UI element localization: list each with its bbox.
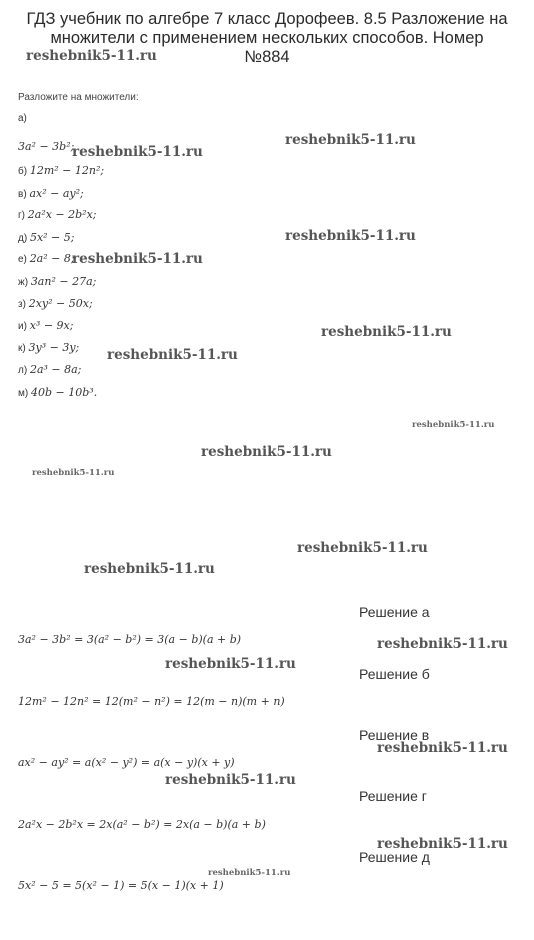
title-line-3: №884 [244,48,290,66]
watermark-text: reshebnik5-11.ru [107,347,238,363]
watermark-text: reshebnik5-11.ru [84,561,215,577]
watermark-text: reshebnik5-11.ru [201,444,332,460]
task-item-l: л) 2a³ − 8a; [18,363,82,376]
task-item-m: м) 40b − 10b³. [18,386,98,399]
task-item-e: е) 2a² − 8; [18,252,75,265]
solution-heading-b: Решение б [359,666,430,682]
watermark-text: reshebnik5-11.ru [32,468,115,478]
task-item-g: г) 2a²x − 2b²x; [18,208,97,221]
solution-expr-a: 3a² − 3b² = 3(a² − b²) = 3(a − b)(a + b) [18,633,242,646]
task-item-d: д) 5x² − 5; [18,231,75,244]
title-line-2: множители с применением нескольких способов. Номер [50,29,484,47]
watermark-text: reshebnik5-11.ru [72,251,203,267]
task-item-zh: ж) 3an² − 27a; [18,275,97,288]
task-item-b: б) 12m² − 12n²; [18,164,105,177]
watermark-text: reshebnik5-11.ru [208,868,291,878]
watermark-text: reshebnik5-11.ru [26,48,157,64]
watermark-text: reshebnik5-11.ru [377,636,508,652]
watermark-text: reshebnik5-11.ru [165,772,296,788]
watermark-text: reshebnik5-11.ru [377,836,508,852]
watermark-text: reshebnik5-11.ru [412,420,495,430]
watermark-text: reshebnik5-11.ru [165,656,296,672]
task-item-v: в) ax² − ay²; [18,187,84,200]
watermark-text: reshebnik5-11.ru [321,324,452,340]
task-item-a: а) [18,113,27,124]
task-item-z: з) 2xy² − 50x; [18,297,93,310]
solution-expr-d: 5x² − 5 = 5(x² − 1) = 5(x − 1)(x + 1) [18,879,224,892]
watermark-text: reshebnik5-11.ru [285,132,416,148]
task-item-a-expr: 3a² − 3b²; [18,140,75,153]
solution-heading-v: Решение в [359,727,430,743]
solution-heading-d: Решение д [359,849,430,865]
task-instruction: Разложите на множители: [18,92,139,103]
watermark-text: reshebnik5-11.ru [72,144,203,160]
solution-heading-a: Решение а [359,604,430,620]
title-line-1: ГДЗ учебник по алгебре 7 класс Дорофеев. 8.5 Разложение на [26,10,508,28]
solution-expr-b: 12m² − 12n² = 12(m² − n²) = 12(m − n)(m + n) [18,695,285,708]
task-item-i: и) x³ − 9x; [18,319,74,332]
solution-heading-g: Решение г [359,788,427,804]
watermark-text: reshebnik5-11.ru [377,740,508,756]
solution-expr-g: 2a²x − 2b²x = 2x(a² − b²) = 2x(a − b)(a + b) [18,818,266,831]
solution-expr-v: ax² − ay² = a(x² − y²) = a(x − y)(x + y) [18,756,235,769]
watermark-text: reshebnik5-11.ru [285,228,416,244]
watermark-text: reshebnik5-11.ru [297,540,428,556]
task-item-k: к) 3y³ − 3y; [18,341,80,354]
